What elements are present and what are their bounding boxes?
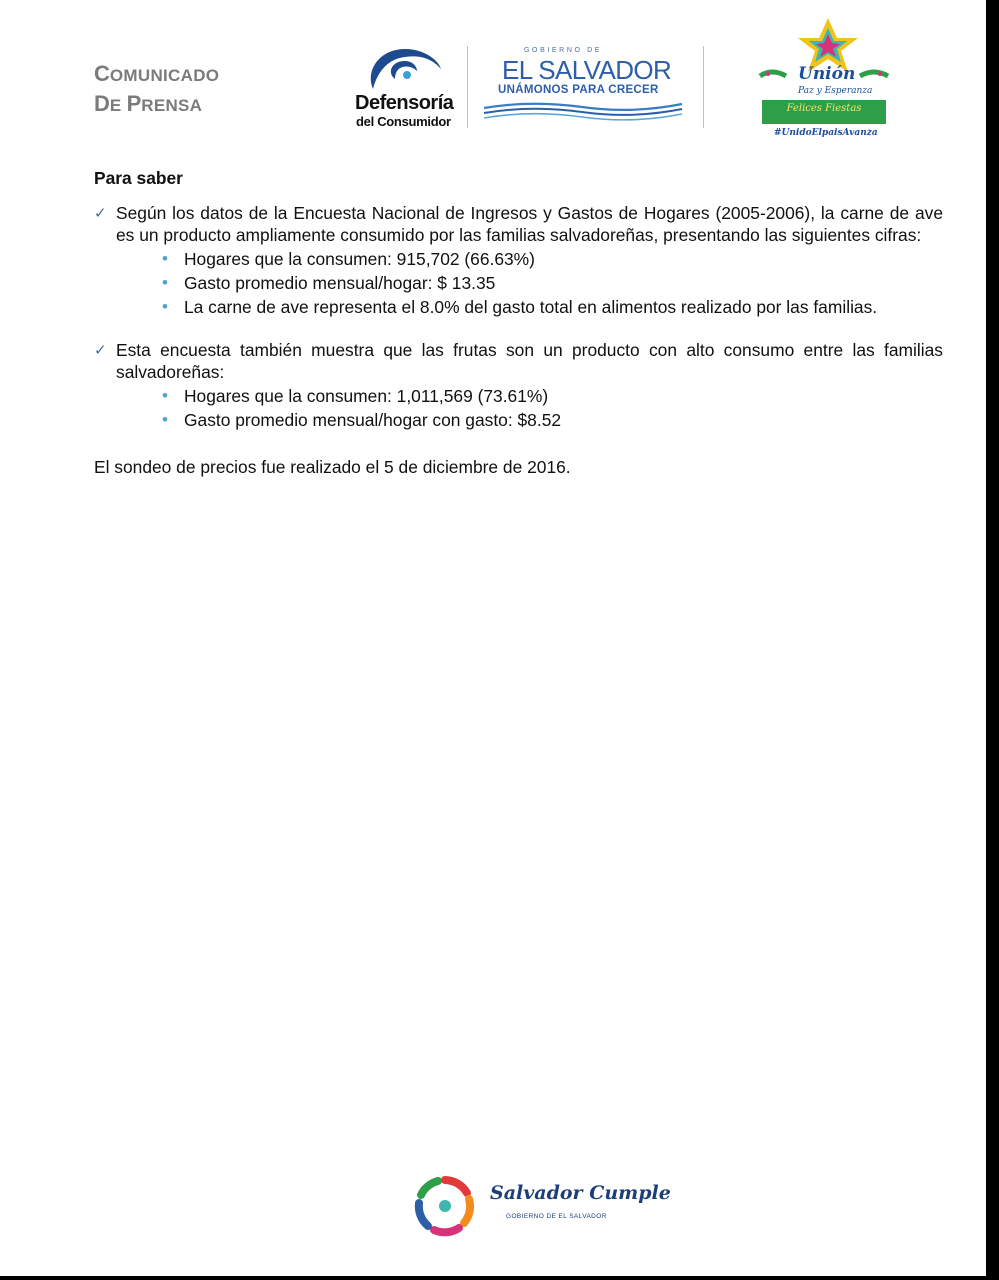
logo-divider bbox=[467, 46, 468, 128]
check-list-item bbox=[94, 339, 943, 432]
waves-icon bbox=[482, 98, 687, 122]
country-name: EL SALVADOR bbox=[502, 55, 672, 85]
bullet-dot-icon: • bbox=[162, 296, 168, 316]
footer-sub: GOBIERNO DE EL SALVADOR bbox=[506, 1213, 607, 1220]
union-paz-esperanza-logo bbox=[752, 16, 894, 144]
defensoria-mark-icon bbox=[361, 45, 443, 93]
bullet-item: • Hogares que la consumen: 915,702 (66.63%) bbox=[162, 248, 535, 269]
gobierno-el-salvador-logo bbox=[482, 46, 692, 126]
bullet-list bbox=[116, 247, 943, 319]
section-title: Para saber bbox=[94, 168, 183, 188]
bullet-item: • Hogares que la consumen: 1,011,569 (73.61%) bbox=[162, 385, 549, 406]
checkmark-icon: ✓ bbox=[94, 340, 107, 359]
scan-edge-right bbox=[986, 0, 999, 1280]
bullet-item: • La carne de ave representa el 8.0% del gasto total en alimentos realizado por las familias. bbox=[162, 296, 878, 317]
bullet-list bbox=[116, 384, 943, 432]
union-hashtag: #UnidoElpaisAvanza bbox=[774, 128, 878, 138]
bullet-dot-icon: • bbox=[162, 248, 168, 268]
document-body bbox=[94, 167, 943, 479]
doc-type-line-2: DE PRENSA bbox=[94, 91, 203, 116]
defensoria-subname: del Consumidor bbox=[356, 114, 451, 129]
union-title: Unión bbox=[798, 64, 856, 84]
union-subtitle: Paz y Esperanza bbox=[798, 86, 873, 96]
closing-paragraph: El sondeo de precios fue realizado el 5 de diciembre de 2016. bbox=[94, 456, 571, 477]
check-list-item bbox=[94, 202, 943, 319]
check-item-text: Esta encuesta también muestra que las frutas son un producto con alto consumo entre las familias salvadoreñas: bbox=[116, 339, 943, 383]
footer-brand: Salvador Cumple bbox=[490, 1182, 671, 1204]
bullet-item: • Gasto promedio mensual/hogar con gasto: $8.52 bbox=[162, 409, 562, 430]
doc-type-line-1: COMUNICADO bbox=[94, 61, 220, 86]
check-item-text: Según los datos de la Encuesta Nacional de Ingresos y Gastos de Hogares (2005-2006), la carne de ave es un producto ampliamente consumido por las familias salvadoreñas, presentando las siguientes cifras: bbox=[116, 202, 943, 246]
gobierno-label: GOBIERNO DE bbox=[524, 47, 602, 54]
bullet-dot-icon: • bbox=[162, 385, 168, 405]
gobierno-slogan: UNÁMONOS PARA CRECER bbox=[498, 84, 659, 96]
defensoria-name: Defensoría bbox=[355, 92, 454, 114]
bullet-dot-icon: • bbox=[162, 272, 168, 292]
scan-edge-bottom bbox=[0, 1276, 999, 1280]
bullet-dot-icon: • bbox=[162, 409, 168, 429]
logo-divider bbox=[703, 46, 704, 128]
document-type-heading bbox=[94, 60, 219, 120]
union-banner-text: Felices Fiestas bbox=[786, 103, 862, 114]
checkmark-icon: ✓ bbox=[94, 203, 107, 222]
people-circle-icon bbox=[414, 1175, 476, 1237]
bullet-item: • Gasto promedio mensual/hogar: $ 13.35 bbox=[162, 272, 496, 293]
salvador-cumple-logo bbox=[414, 1172, 671, 1238]
defensoria-logo bbox=[355, 45, 454, 130]
